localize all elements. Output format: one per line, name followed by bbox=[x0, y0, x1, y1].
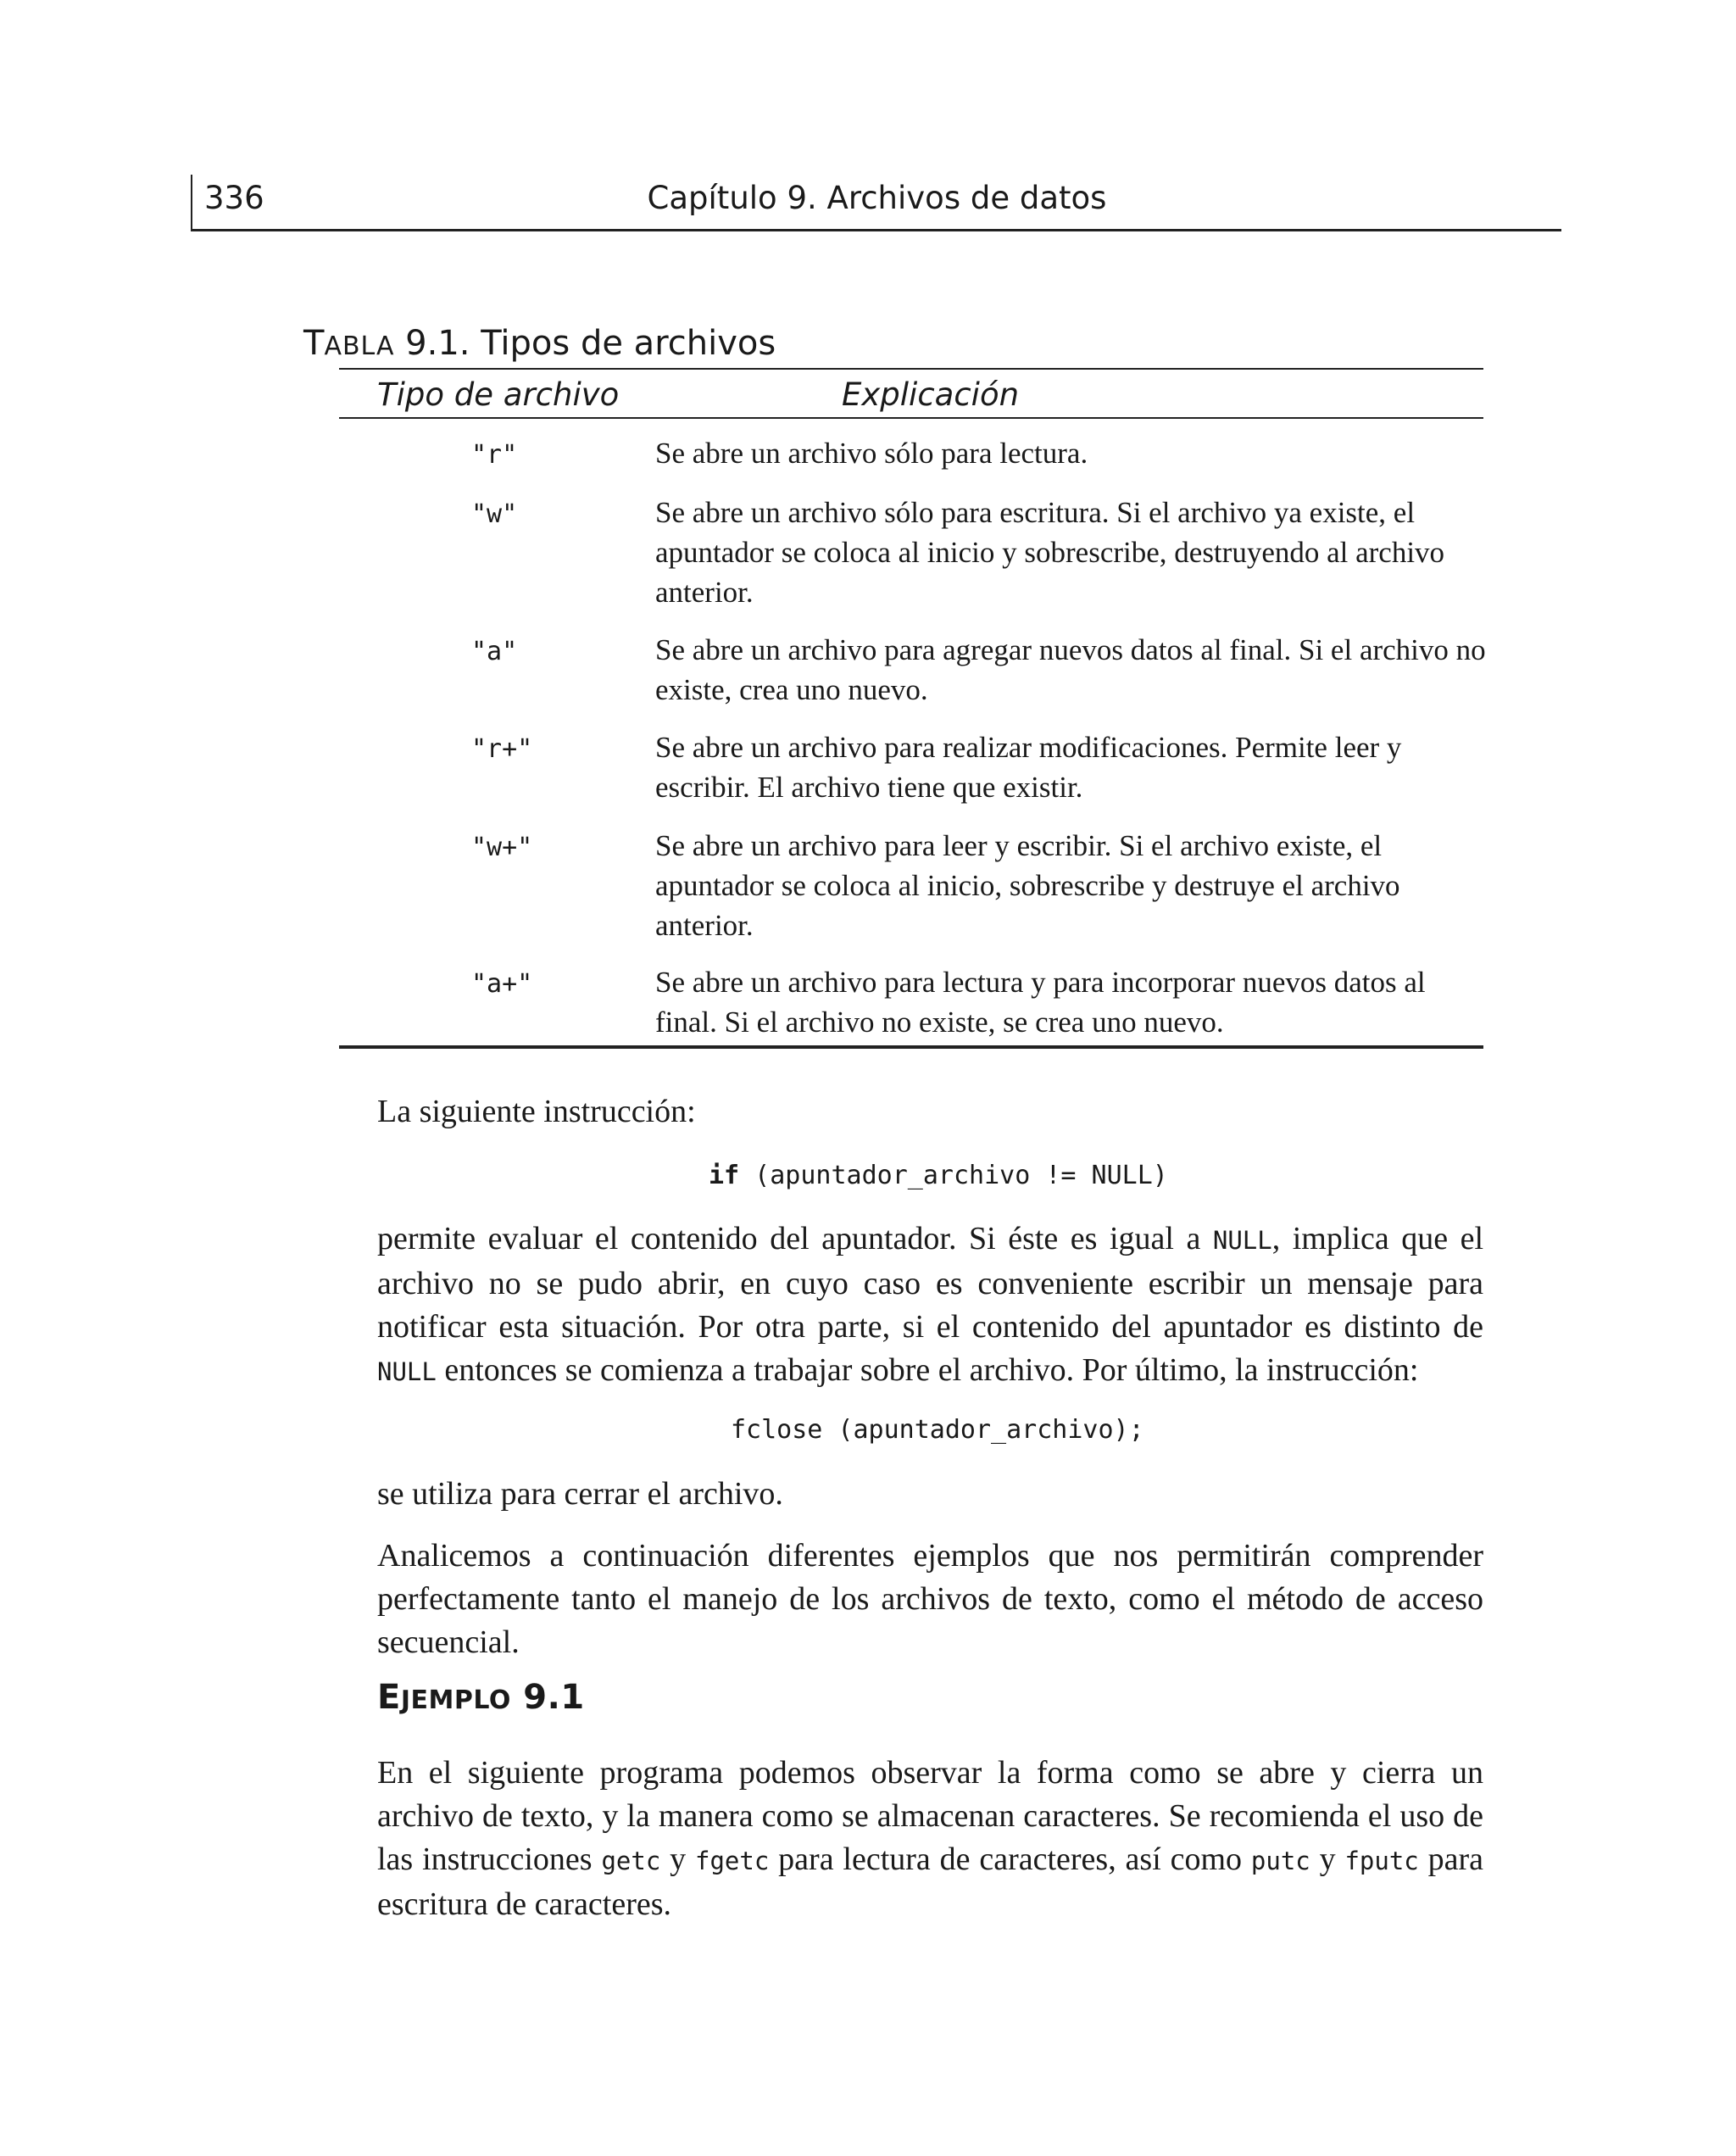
example-heading bbox=[377, 1678, 585, 1717]
pointer-paragraph bbox=[377, 1217, 1483, 1394]
caption-text: 9.1. Tipos de archivos bbox=[394, 324, 776, 363]
code-condition: (apuntador_archivo != NULL) bbox=[739, 1161, 1168, 1190]
table-row-description: Se abre un archivo sólo para escritura. Si el archivo ya existe, el apuntador se coloca al inicio y sobrescribe, destruyendo al archivo anterior. bbox=[655, 496, 1445, 609]
close-paragraph: se utiliza para cerrar el archivo. bbox=[377, 1476, 783, 1512]
code-keyword: if bbox=[709, 1161, 740, 1190]
table-row-mode: "a" bbox=[471, 637, 518, 666]
table-row-mode: "w+" bbox=[471, 833, 533, 862]
table-row-mode: "a+" bbox=[471, 969, 533, 999]
intro-paragraph: La siguiente instrucción: bbox=[377, 1094, 696, 1129]
example-number: 9.1 bbox=[510, 1678, 585, 1717]
example-label-rest: JEMPLO bbox=[400, 1685, 511, 1715]
page-number: 336 bbox=[204, 180, 264, 216]
text-run: para escritura de caracteres. bbox=[377, 1841, 1484, 1922]
text-run: entonces se comienza a trabajar sobre el archivo. Por último, la instrucción: bbox=[436, 1352, 1419, 1388]
examples-paragraph: Analicemos a continuación diferentes ejemplos que nos permitirán comprender perfectamente tanto el manejo de los archivos de texto, como el método de acceso secuencial. bbox=[377, 1538, 1483, 1660]
caption-label-initial: T bbox=[303, 324, 325, 363]
table-row-mode: "w" bbox=[471, 499, 518, 529]
table-row-description: Se abre un archivo para lectura y para incorporar nuevos datos al final. Si el archivo no existe, se crea uno nuevo. bbox=[655, 966, 1426, 1039]
table-header-rule bbox=[339, 417, 1483, 419]
text-run: , implica que el archivo no se pudo abrir, en cuyo caso es conveniente escribir un mensaje para notificar esta situación. Por otra parte, si el contenido del apuntador es distinto de bbox=[377, 1221, 1483, 1345]
text-run: En el siguiente programa podemos observar la forma como se abre y cierra un archivo de texto, y la manera como se almacenan caracteres. Se recomienda el uso de las instrucciones bbox=[377, 1755, 1483, 1877]
chapter-title: Capítulo 9. Archivos de datos bbox=[647, 180, 1107, 216]
column-header-type: Tipo de archivo bbox=[377, 376, 620, 413]
caption-label-rest: ABLA bbox=[324, 331, 395, 361]
inline-code: NULL bbox=[1212, 1226, 1272, 1255]
running-header bbox=[191, 175, 1561, 231]
table-row-description: Se abre un archivo para leer y escribir. Si el archivo existe, el apuntador se coloca al inicio, sobrescribe y destruye el archivo anterior. bbox=[655, 829, 1400, 942]
code-fclose-statement: fclose (apuntador_archivo); bbox=[731, 1415, 1144, 1445]
inline-code: putc bbox=[1250, 1847, 1310, 1875]
example-paragraph bbox=[377, 1752, 1483, 1926]
table-row-description: Se abre un archivo sólo para lectura. bbox=[655, 437, 1088, 470]
text-run: para lectura de caracteres, así como bbox=[769, 1841, 1251, 1877]
inline-code: fputc bbox=[1344, 1847, 1419, 1875]
column-header-explanation: Explicación bbox=[842, 376, 1020, 413]
text-run: y bbox=[1310, 1841, 1345, 1877]
table-row-description: Se abre un archivo para agregar nuevos datos al final. Si el archivo no existe, crea uno nuevo. bbox=[655, 633, 1486, 706]
text-run: y bbox=[660, 1841, 695, 1877]
table-row-mode: "r" bbox=[471, 440, 518, 470]
example-label-initial: E bbox=[377, 1678, 401, 1717]
table-top-rule bbox=[339, 368, 1483, 370]
inline-code: getc bbox=[601, 1847, 661, 1875]
inline-code: NULL bbox=[377, 1357, 437, 1386]
table-row-mode: "r+" bbox=[471, 734, 533, 764]
table-caption bbox=[303, 324, 776, 363]
text-run: permite evaluar el contenido del apuntador. Si éste es igual a bbox=[377, 1221, 1213, 1256]
table-row-description: Se abre un archivo para realizar modificaciones. Permite leer y escribir. El archivo tiene que existir. bbox=[655, 731, 1402, 804]
inline-code: fgetc bbox=[695, 1847, 770, 1875]
code-if-statement bbox=[709, 1161, 1168, 1190]
table-bottom-rule bbox=[339, 1045, 1483, 1049]
